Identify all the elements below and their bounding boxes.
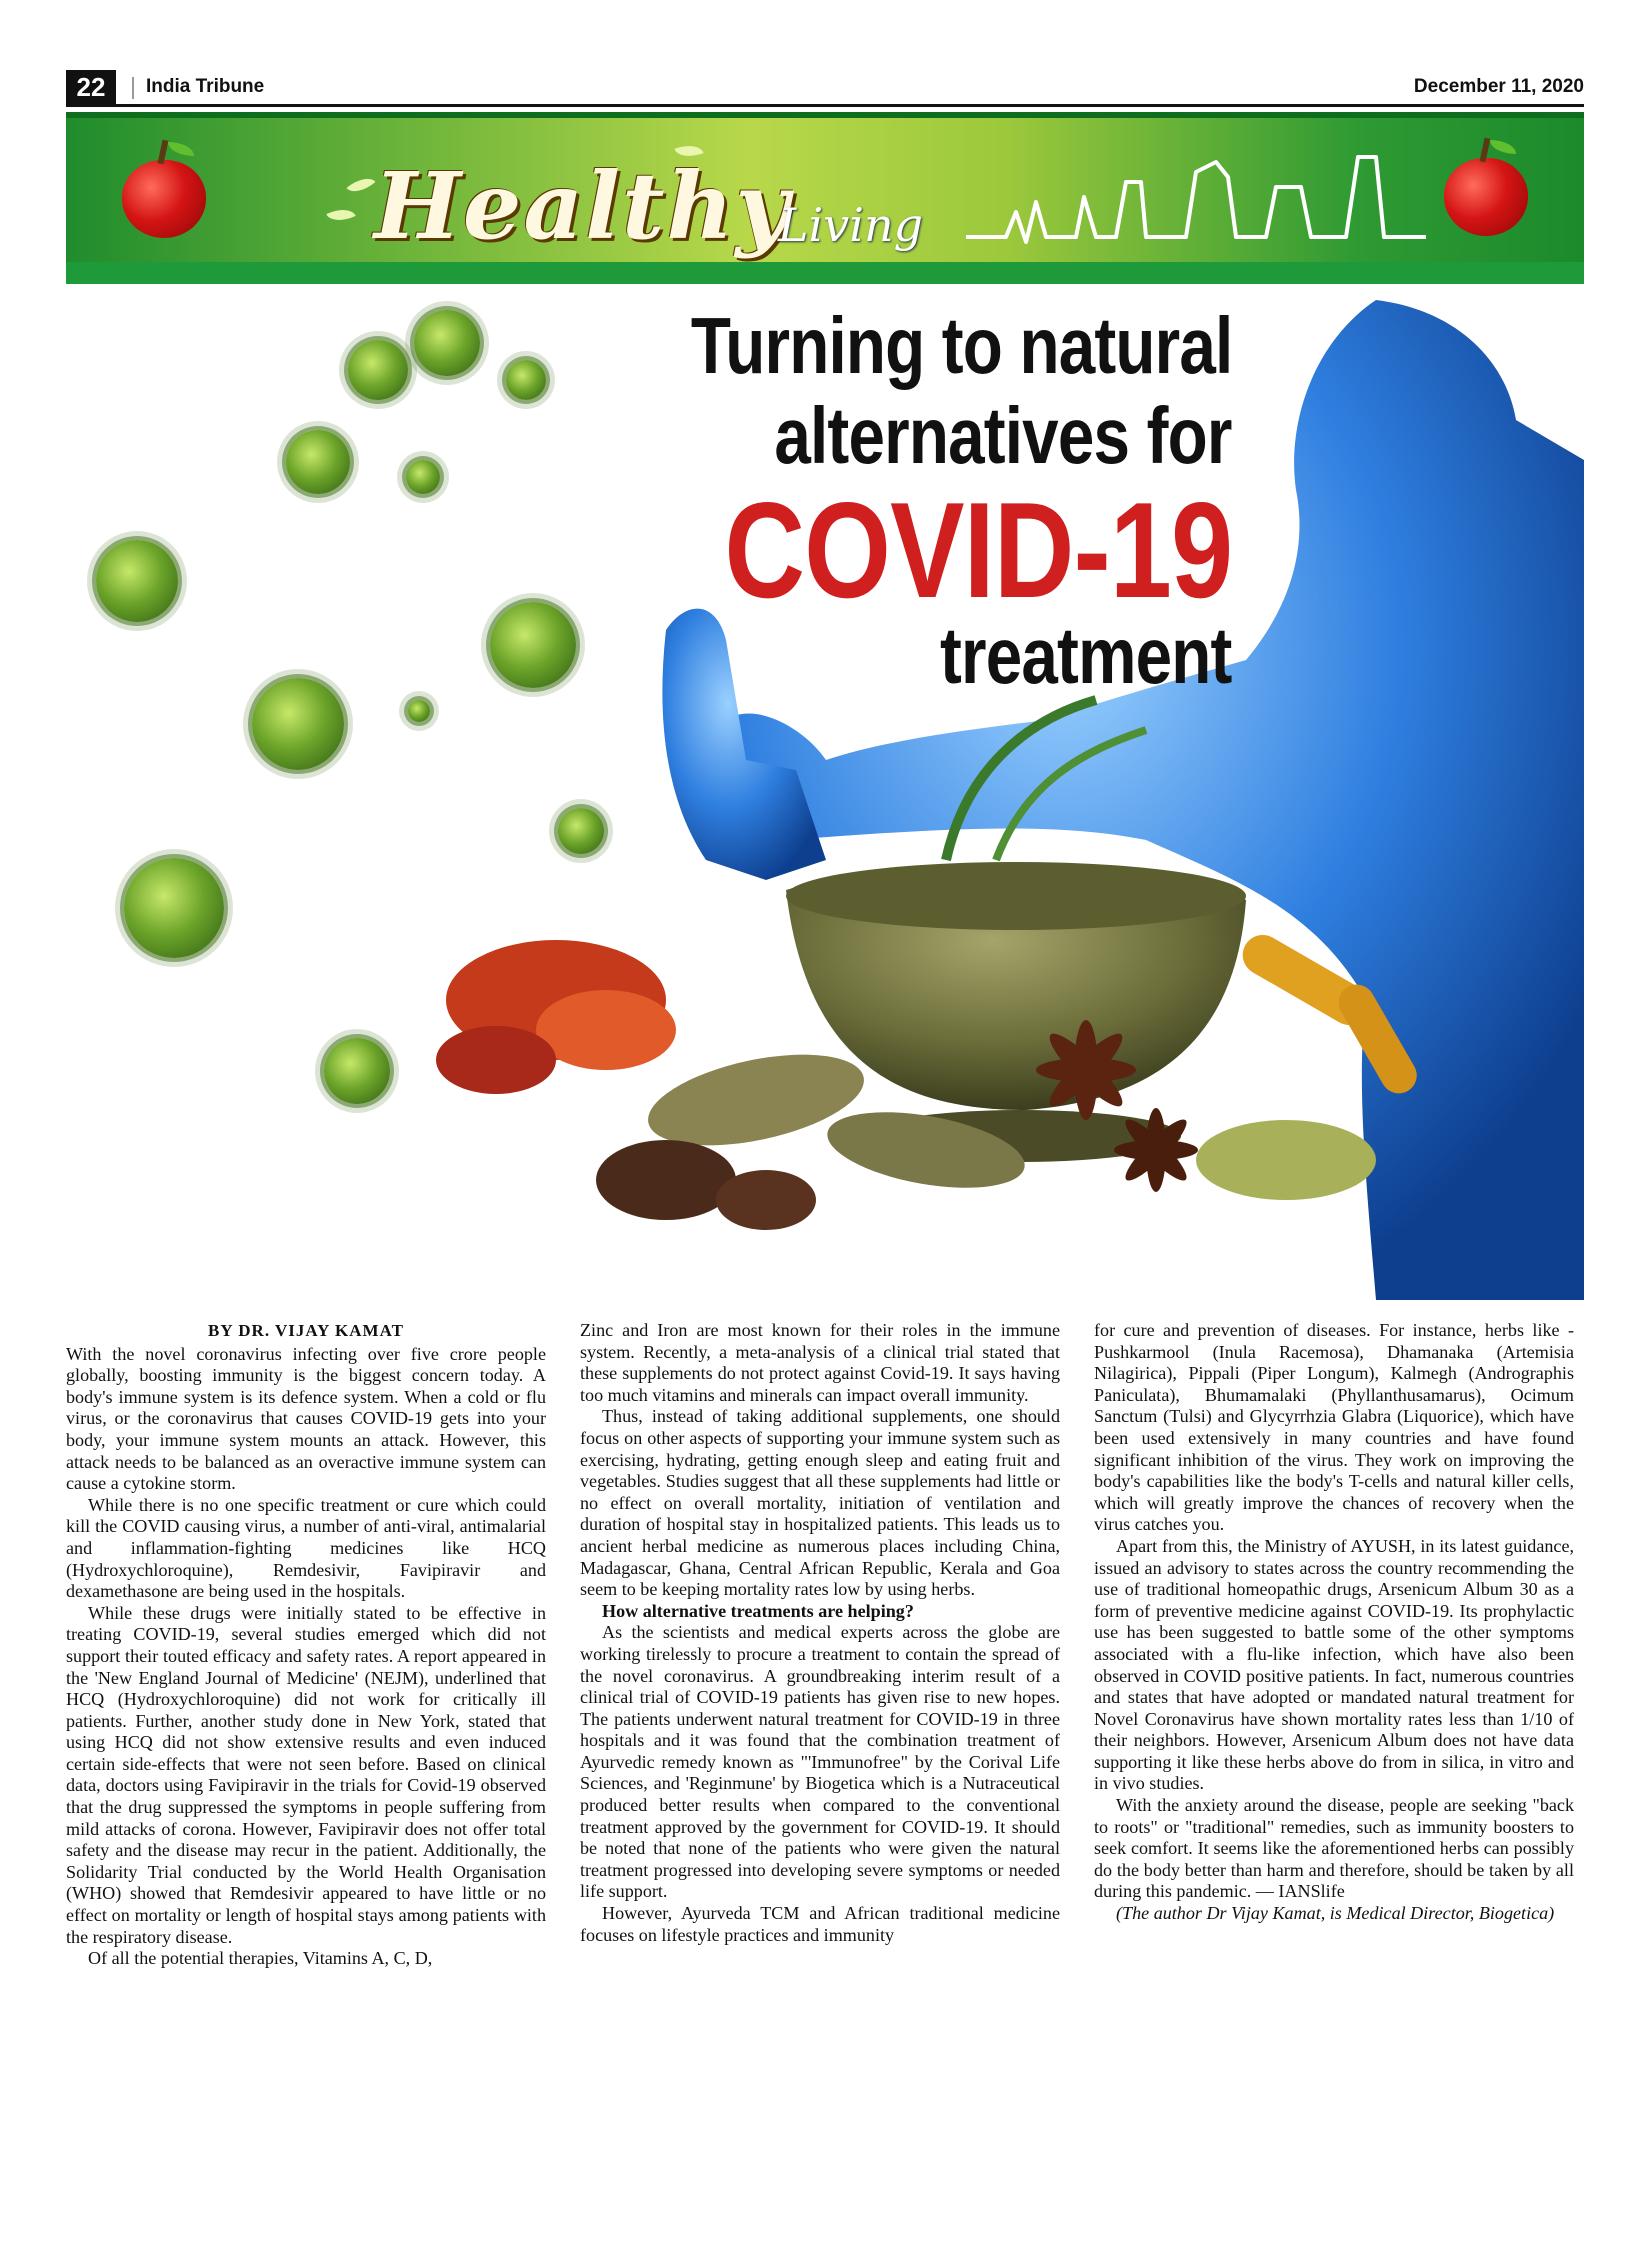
article-column-3 — [1094, 1320, 1574, 1925]
leaf-icon — [326, 203, 355, 227]
paragraph: Apart from this, the Ministry of AYUSH, in its latest guidance, issued an advisory to states across the country recommending the use of traditional homeopathic drugs, Arsenicum Album 30 as a form of preventive medicine against COVID-19. Its prophylactic use has been suggested to battle some of the other symptoms associated with a flu-like infection, which have also been observed in COVID positive patients. In fact, numerous countries and states that have adopted or mandated natural treatment for Novel Coronavirus have shown mortality rates less than 1/10 of their neighbors. However, Arsenicum Album does not have data supporting it like these herbs above do from in silica, in vitro and in vivo studies. — [1094, 1535, 1574, 1794]
paragraph: As the scientists and medical experts across the globe are working tirelessly to procure a treatment to contain the spread of the novel coronavirus. A groundbreaking interim result of a clinical trial of COVID-19 patients has given rise to new hopes. The patients underwent natural treatment for COVID-19 in three hospitals and it was found that the combination treatment of Ayurvedic remedy known as "'Immunofree" by the Corival Life Sciences, and 'Reginmune' by Biogetica which is a Nutraceutical produced better results when compared to the conventional treatment approved by the government for COVID-19. It should be noted that none of the patients who were given the natural treatment progressed into developing severe symptoms or needed life support. — [580, 1622, 1060, 1902]
virus-icon — [408, 700, 430, 722]
virus-icon — [96, 540, 178, 622]
paragraph: However, Ayurveda TCM and African traditional medicine focuses on lifestyle practices and immunity — [580, 1903, 1060, 1945]
paragraph: Of all the potential therapies, Vitamins A, C, D, — [88, 1948, 433, 1969]
apple-icon — [122, 160, 206, 238]
header-divider — [132, 77, 134, 99]
headline-line-1: Turning to natural — [690, 301, 1232, 390]
section-banner — [66, 112, 1584, 284]
apple-icon — [1444, 158, 1528, 236]
publication-name: India Tribune — [146, 76, 265, 97]
issue-date: December 11, 2020 — [1413, 76, 1584, 97]
virus-icon — [490, 602, 576, 688]
paragraph: While there is no one specific treatment or cure which could kill the COVID causing virus, a number of anti-viral, antimalarial and inflammation-fighting medicines like HCQ (Hydroxychloroquine), Remdesivir, Favipiravir and dexamethasone are being used in the hospitals. — [66, 1494, 546, 1602]
virus-icon — [252, 678, 344, 770]
page-number: 22 — [66, 70, 116, 104]
virus-icon — [286, 430, 350, 494]
paragraph: for cure and prevention of diseases. For instance, herbs like - Pushkarmool (Inula Racemosa), Dhamanaka (Artemisia Nilagirica), Pippali (Piper Longum), Kalmegh (Andrographis Paniculata), Bhumamalaki (Phyllanthusamarus), Ocimum Sanctum (Tulsi) and Glycyrrhzia Glabra (Liquorice), which have been used extensively in many countries and have found significant inhibition of the virus. They work on improving the body's capabilities like the body's T-cells and natural killer cells, which will greatly improve the chances of recovery when the virus catches you. — [1094, 1320, 1574, 1535]
virus-icon — [406, 460, 440, 494]
paragraph: With the anxiety around the disease, people are seeking "back to roots" or "traditional" remedies, such as immunity boosters to seek comfort. It seems like the aforementioned herbs can possibly do the body better than harm and therefore, should be taken by all during this pandemic. — IANSlife — [1094, 1795, 1574, 1902]
byline: BY DR. VIJAY KAMAT — [208, 1321, 404, 1340]
paragraph: With the novel coronavirus infecting over five crore people globally, boosting immunity is the biggest concern today. A body's immune system is its defence system. When a cold or flu virus, or the coronavirus that causes COVID-19 gets into your body, your immune system mounts an attack. However, this attack needs to be balanced as an overactive immune system can cause a cytokine storm. — [66, 1343, 546, 1494]
leaf-icon — [347, 171, 376, 198]
author-note: (The author Dr Vijay Kamat, is Medical Director, Biogetica) — [1116, 1903, 1555, 1924]
virus-icon — [414, 310, 480, 376]
virus-icon — [124, 858, 224, 958]
virus-icon — [348, 340, 408, 400]
virus-icon — [506, 360, 546, 400]
headline-line-3: COVID-19 — [724, 474, 1232, 626]
virus-icon — [324, 1038, 390, 1104]
subheading: How alternative treatments are helping? — [602, 1600, 914, 1621]
headline-line-4: treatment — [940, 611, 1232, 700]
paragraph: Thus, instead of taking additional supplements, one should focus on other aspects of supporting your immune system such as exercising, hydrating, getting enough sleep and eating fruit and vegetables. Studies suggest that all these supplements had little or no effect on overall mortality, initiation of ventilation and duration of hospital stay in hospitalized patients. This leads us to ancient herbal medicine as numerous places including China, Madagascar, Ghana, Central African Republic, Kerala and Goa seem to be keeping mortality rates low by using herbs. — [580, 1406, 1060, 1600]
section-title: Healthy — [374, 152, 791, 260]
headline-line-2: alternatives for — [774, 391, 1232, 480]
section-subtitle: Living — [778, 198, 924, 252]
banner-stripe — [66, 112, 1584, 118]
article-column-2 — [580, 1320, 1060, 1946]
banner-bottom-band — [66, 262, 1584, 284]
article-column-1 — [66, 1320, 546, 1970]
heartbeat-skyline-icon — [966, 142, 1426, 252]
paragraph: While these drugs were initially stated to be effective in treating COVID-19, several studies emerged which did not support their touted efficacy and safety rates. A report appeared in the 'New England Journal of Medicine' (NEJM), underlined that HCQ (Hydroxychloroquine) did not work for critically ill patients. Further, another study done in New York, stated that using HCQ did not show extensive results and even induced certain side-effects that were not seen before. Based on clinical data, doctors using Favipiravir in the trials for Covid-19 observed that the drug suppressed the symptoms in people suffering from mild attacks of corona. However, Favipiravir does not offer total safety and the disease may recur in the patient. Additionally, the Solidarity Trial conducted by the World Health Organisation (WHO) showed that Remdesivir appeared to have little or no effect on mortality or length of hospital stays among patients with the respiratory disease. — [66, 1602, 546, 1947]
page-header — [66, 70, 1584, 107]
virus-icon — [558, 808, 604, 854]
paragraph: Zinc and Iron are most known for their roles in the immune system. Recently, a meta-analysis of a clinical trial stated that these supplements do not protect against Covid-19. It says having too much vitamins and minerals can impact overall immunity. — [580, 1320, 1060, 1405]
